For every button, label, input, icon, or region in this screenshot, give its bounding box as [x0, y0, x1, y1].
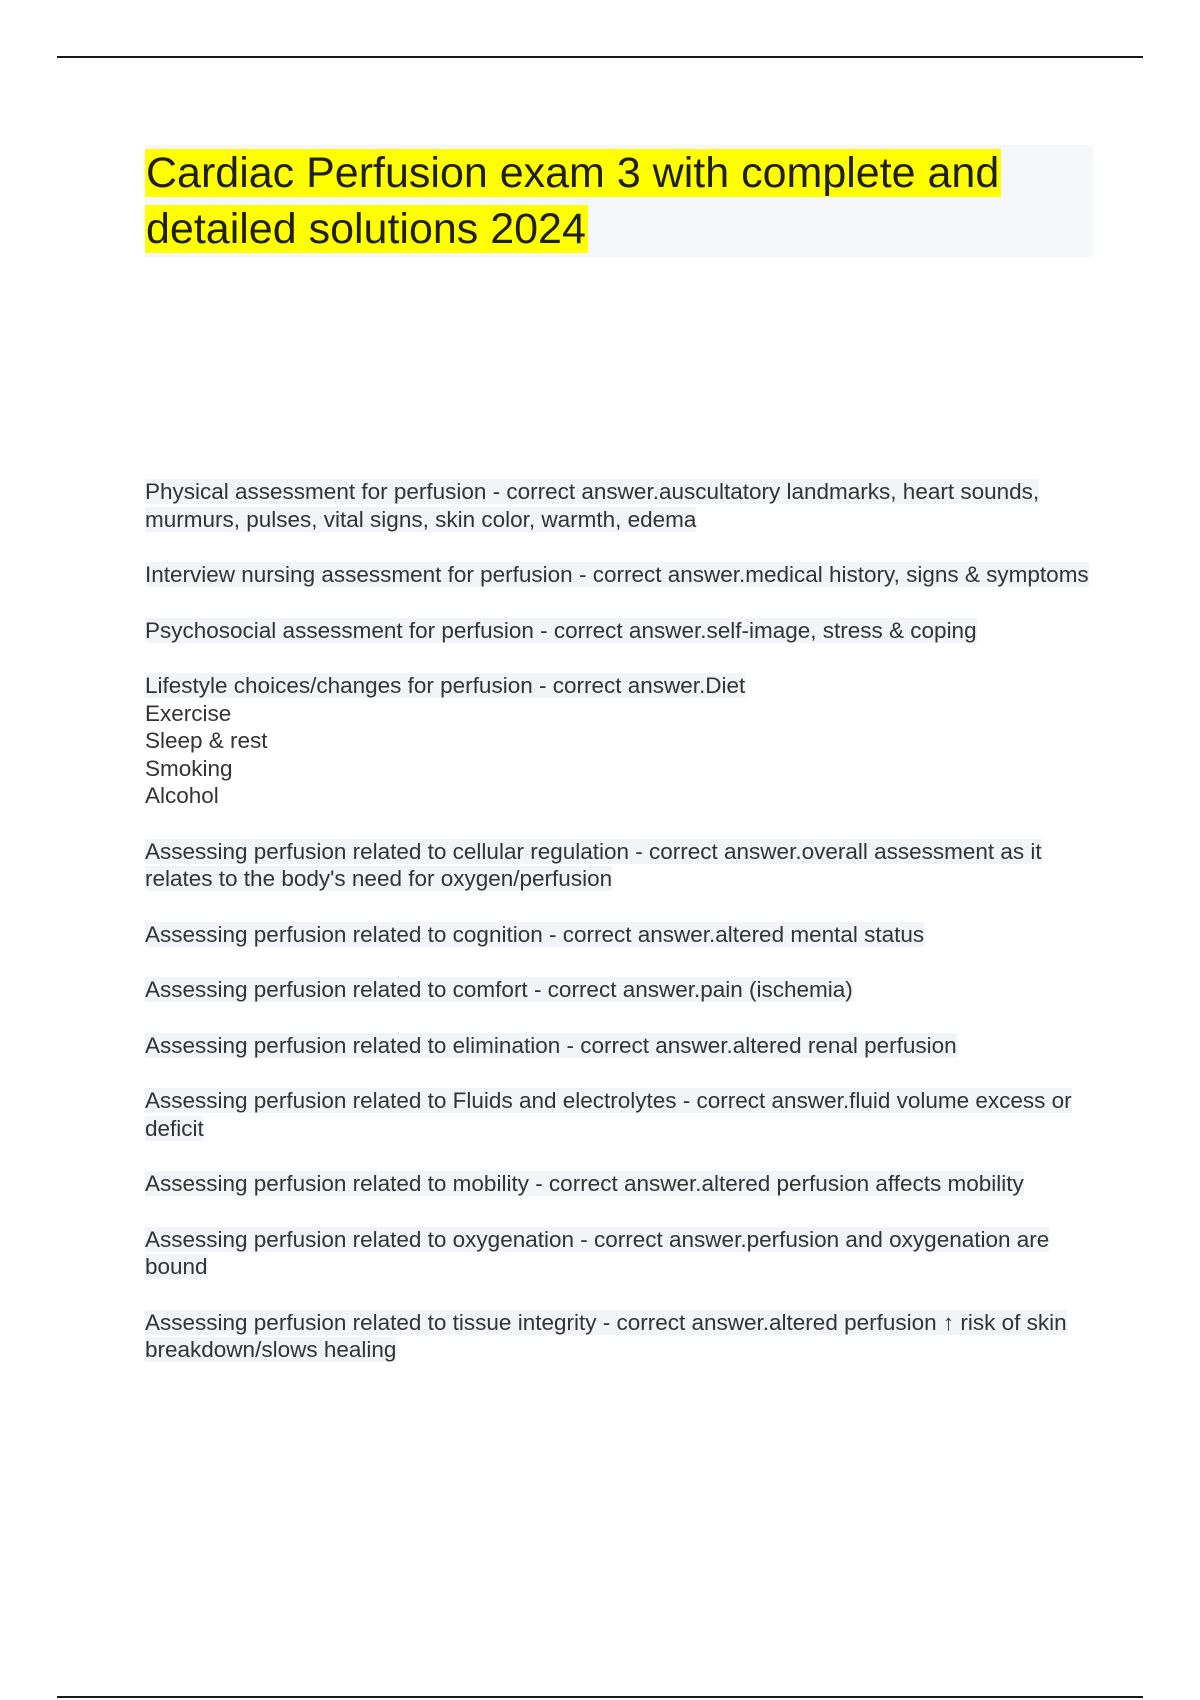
qa-text: Assessing perfusion related to comfort - correct answer.pain (ischemia) — [145, 977, 853, 1002]
qa-text: Interview nursing assessment for perfusion - correct answer.medical history, signs & symptoms — [145, 562, 1089, 587]
qa-list — [145, 478, 1100, 1392]
qa-text-extra-line: Smoking — [145, 755, 233, 781]
qa-text: Assessing perfusion related to elimination - correct answer.altered renal perfusion — [145, 1032, 957, 1058]
top-rule — [57, 56, 1143, 58]
qa-item — [145, 1170, 1100, 1198]
qa-text-extra-line: Alcohol — [145, 783, 219, 808]
document-title-text: Cardiac Perfusion exam 3 with complete and detailed solutions 2024 — [146, 149, 1000, 253]
qa-item — [145, 478, 1100, 533]
qa-item — [145, 976, 1100, 1004]
qa-item — [145, 1087, 1100, 1142]
qa-text: Assessing perfusion related to Fluids and electrolytes - correct answer.fluid volume excess or deficit — [145, 1088, 1072, 1141]
qa-text: Assessing perfusion related to tissue integrity - correct answer.altered perfusion ↑ risk of skin breakdown/slows healing — [145, 1309, 1067, 1362]
qa-text: Assessing perfusion related to cellular regulation - correct answer.overall assessment as it relates to the body's need for oxygen/perfusion — [145, 838, 1042, 891]
qa-text: Assessing perfusion related to cognition - correct answer.altered mental status — [145, 921, 925, 947]
qa-item — [145, 1309, 1100, 1364]
qa-item — [145, 617, 1100, 645]
qa-item — [145, 838, 1100, 893]
title-block — [145, 145, 1093, 257]
qa-item — [145, 672, 1100, 810]
qa-text-extra-line: Exercise — [145, 700, 232, 726]
qa-item — [145, 1032, 1100, 1060]
qa-item — [145, 561, 1100, 589]
qa-item — [145, 1226, 1100, 1281]
qa-text: Assessing perfusion related to mobility - correct answer.altered perfusion affects mobility — [145, 1171, 1024, 1196]
qa-item — [145, 921, 1100, 949]
qa-text: Assessing perfusion related to oxygenation - correct answer.perfusion and oxygenation are bound — [145, 1226, 1050, 1279]
bottom-rule — [57, 1696, 1143, 1698]
qa-text: Physical assessment for perfusion - correct answer.auscultatory landmarks, heart sounds, murmurs, pulses, vital signs, skin color, warmth, edema — [145, 479, 1040, 532]
qa-text: Lifestyle choices/changes for perfusion - correct answer.Diet — [145, 673, 746, 698]
qa-text: Psychosocial assessment for perfusion - correct answer.self-image, stress & coping — [145, 617, 977, 643]
qa-text-extra-line: Sleep & rest — [145, 728, 268, 753]
document-title — [145, 145, 1093, 257]
